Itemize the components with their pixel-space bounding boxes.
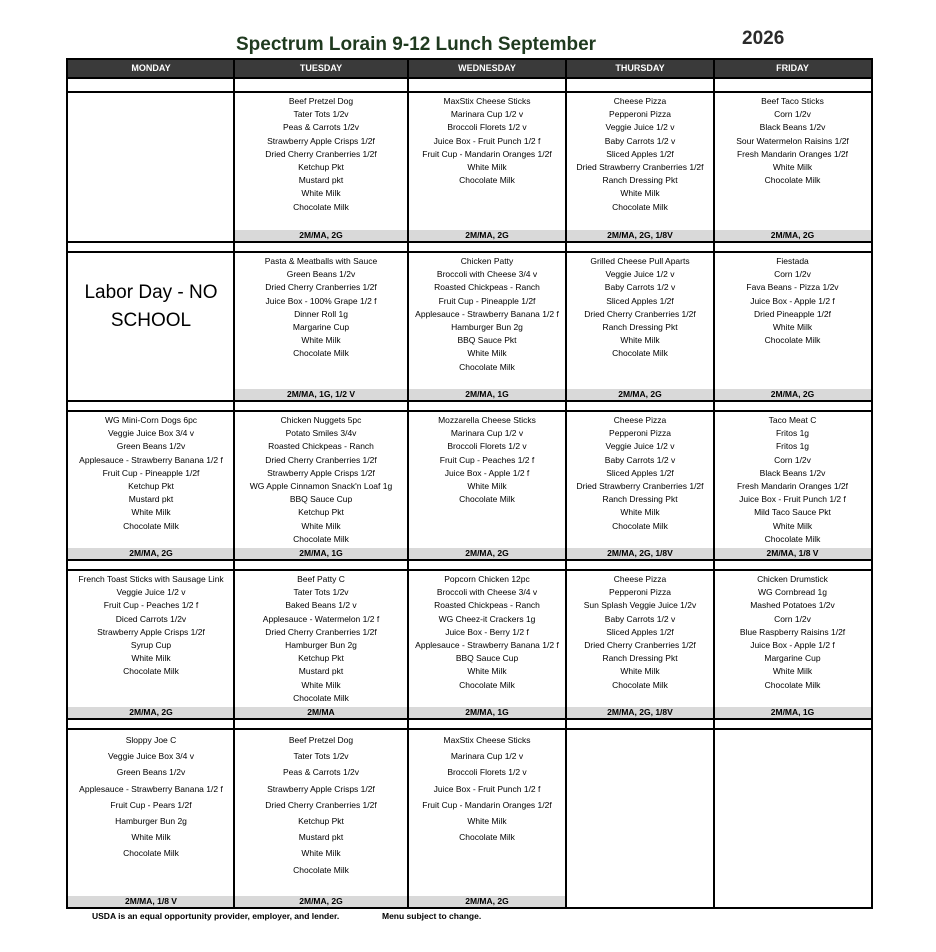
menu-item: Chocolate Milk: [612, 201, 668, 212]
meal-components: 2M/MA, 2G: [68, 707, 234, 718]
menu-item: BBQ Sauce Cup: [455, 653, 519, 664]
menu-item: White Milk: [131, 507, 171, 518]
week-separator: [68, 718, 871, 730]
meal-components: 2M/MA, 1/8 V: [68, 896, 234, 907]
day-cell: [68, 253, 234, 400]
day-cell: [566, 93, 714, 241]
menu-item: Hamburger Bun 2g: [451, 322, 523, 333]
menu-item: Fava Beans - Pizza 1/2v: [746, 282, 839, 293]
menu-item: Corn 1/2v: [774, 454, 811, 465]
menu-item: Peas & Carrots 1/2v: [282, 767, 360, 778]
menu-item: White Milk: [467, 348, 507, 359]
menu-item: Chocolate Milk: [612, 679, 668, 690]
menu-item: White Milk: [772, 520, 813, 531]
menu-item: Dried Cherry Cranberries 1/2f: [265, 626, 377, 637]
menu-item: Green Beans 1/2v: [286, 269, 356, 280]
menu-item: Pepperoni Pizza: [609, 109, 671, 120]
menu-item: Beef Pretzel Dog: [288, 96, 354, 106]
menu-item: Marinara Cup 1/2 v: [450, 109, 524, 120]
menu-item: WG Cornbread 1g: [758, 587, 827, 598]
week-separator: [68, 241, 871, 253]
meal-components: 2M/MA, 1G: [714, 707, 871, 718]
menu-item: Chocolate Milk: [764, 175, 821, 186]
menu-item: Chocolate Milk: [293, 201, 349, 212]
menu-item: Corn 1/2v: [774, 613, 811, 624]
menu-title: Spectrum Lorain 9-12 Lunch September: [236, 34, 597, 55]
menu-item: Chocolate Milk: [459, 361, 515, 372]
menu-item: Baby Carrots 1/2 v: [604, 282, 676, 293]
column-divider: [407, 60, 409, 907]
menu-item: White Milk: [301, 188, 341, 199]
menu-item: Juice Box - Apple 1/2 f: [750, 640, 835, 651]
menu-item: WG Mini-Corn Dogs 6pc: [104, 415, 198, 425]
change-note: Menu subject to change.: [382, 911, 482, 921]
menu-item: MaxStix Cheese Sticks: [443, 735, 531, 745]
column-divider: [565, 60, 567, 907]
menu-item: Sliced Apples 1/2f: [606, 295, 674, 306]
meal-components: 2M/MA, 1/8 V: [714, 548, 871, 559]
menu-item: White Milk: [301, 848, 341, 859]
menu-item: Broccoli with Cheese 3/4 v: [436, 269, 538, 280]
menu-item: Chocolate Milk: [293, 864, 349, 875]
menu-item: Broccoli with Cheese 3/4 v: [436, 587, 538, 598]
menu-item: Cheese Pizza: [613, 96, 667, 106]
menu-calendar: [66, 58, 873, 909]
menu-item: Mozzarella Cheese Sticks: [438, 415, 536, 425]
menu-item: Juice Box - Apple 1/2 f: [444, 467, 530, 478]
menu-item: Sloppy Joe C: [125, 735, 177, 745]
menu-item: Mustard pkt: [298, 832, 344, 843]
menu-item: Applesauce - Strawberry Banana 1/2 f: [79, 783, 223, 794]
menu-item: Dried Strawberry Cranberries 1/2f: [576, 481, 704, 492]
meal-components: 2M/MA, 2G: [714, 389, 871, 400]
menu-item: Grilled Cheese Pull Aparts: [590, 256, 690, 266]
day-cell: [566, 412, 714, 559]
day-cell: [714, 412, 871, 559]
menu-item: Ketchup Pkt: [298, 507, 344, 518]
menu-item: Hamburger Bun 2g: [285, 640, 357, 651]
menu-item: Chocolate Milk: [764, 679, 821, 690]
usda-note: USDA is an equal opportunity provider, employer, and lender.: [92, 911, 340, 921]
menu-item: Chocolate Milk: [459, 494, 515, 505]
menu-item: Dried Cherry Cranberries 1/2f: [584, 640, 696, 651]
menu-item: Broccoli Florets 1/2 v: [447, 122, 527, 133]
menu-item: Pepperoni Pizza: [609, 587, 671, 598]
menu-item: Fiestada: [776, 256, 809, 266]
menu-item: White Milk: [467, 816, 507, 827]
menu-item: Baby Carrots 1/2 v: [604, 454, 676, 465]
menu-item: Fruit Cup - Peaches 1/2 f: [103, 600, 199, 611]
menu-item: Margarine Cup: [764, 653, 821, 664]
menu-item: Dried Cherry Cranberries 1/2f: [265, 799, 377, 810]
day-cell: [408, 93, 566, 241]
menu-item: Fruit Cup - Pears 1/2f: [110, 799, 192, 810]
menu-item: Chocolate Milk: [123, 848, 179, 859]
menu-item: Chocolate Milk: [123, 520, 179, 531]
day-cell: [408, 253, 566, 400]
day-cell: [68, 412, 234, 559]
menu-item: Dinner Roll 1g: [294, 308, 348, 319]
menu-item: Mustard pkt: [298, 666, 344, 677]
menu-item: Chocolate Milk: [612, 520, 668, 531]
menu-item: Veggie Juice 1/2 v: [605, 122, 675, 133]
column-divider: [713, 60, 715, 907]
menu-item: White Milk: [301, 520, 341, 531]
meal-components: 2M/MA, 2G: [408, 230, 566, 241]
menu-item: Potato Smiles 3/4v: [285, 428, 357, 439]
menu-item: Tater Tots 1/2v: [293, 751, 349, 762]
menu-item: Fruit Cup - Pineapple 1/2f: [438, 295, 536, 306]
day-cell: [234, 571, 408, 718]
menu-item: Applesauce - Strawberry Banana 1/2 f: [79, 454, 223, 465]
week-separator: [68, 77, 871, 93]
menu-item: Beef Taco Sticks: [761, 96, 824, 106]
menu-item: Ketchup Pkt: [298, 816, 344, 827]
menu-item: Tater Tots 1/2v: [293, 587, 349, 598]
meal-components: 2M/MA, 2G: [408, 548, 566, 559]
day-cell: [234, 93, 408, 241]
menu-item: Broccoli Florets 1/2 v: [447, 767, 527, 778]
menu-item: Dried Cherry Cranberries 1/2f: [584, 308, 696, 319]
menu-item: Juice Box - Apple 1/2 f: [750, 295, 835, 306]
menu-item: Marinara Cup 1/2 v: [450, 751, 524, 762]
menu-item: Veggie Juice 1/2 v: [116, 587, 186, 598]
day-cell: [566, 730, 714, 907]
menu-item: Margarine Cup: [292, 322, 350, 333]
menu-item: Green Beans 1/2v: [116, 441, 186, 452]
meal-components: 2M/MA, 2G: [408, 896, 566, 907]
menu-item: Pepperoni Pizza: [609, 428, 671, 439]
menu-item: Fruit Cup - Mandarin Oranges 1/2f: [422, 799, 552, 810]
day-cell: [714, 253, 871, 400]
day-cell: [566, 253, 714, 400]
menu-item: White Milk: [620, 507, 660, 518]
holiday-label: Labor Day - NO: [84, 282, 218, 303]
meal-components: 2M/MA, 2G, 1/8V: [566, 230, 714, 241]
menu-item: Marinara Cup 1/2 v: [450, 428, 524, 439]
meal-components: 2M/MA, 1G: [408, 389, 566, 400]
menu-item: Mashed Potatoes 1/2v: [750, 600, 835, 611]
menu-item: Cheese Pizza: [613, 574, 667, 584]
menu-item: Fresh Mandarin Oranges 1/2f: [736, 481, 849, 492]
menu-item: Corn 1/2v: [774, 109, 811, 120]
menu-item: Dried Pineapple 1/2f: [753, 308, 832, 319]
menu-item: Applesauce - Watermelon 1/2 f: [262, 613, 380, 624]
menu-item: Fruit Cup - Mandarin Oranges 1/2f: [422, 148, 552, 159]
menu-item: Broccoli Florets 1/2 v: [447, 441, 527, 452]
menu-item: Chocolate Milk: [293, 348, 349, 359]
day-header-friday: FRIDAY: [714, 60, 871, 77]
day-cell: [68, 571, 234, 718]
day-cell: [714, 571, 871, 718]
menu-item: White Milk: [772, 666, 813, 677]
menu-item: Chocolate Milk: [459, 679, 515, 690]
menu-item: Dried Cherry Cranberries 1/2f: [265, 282, 377, 293]
day-header-tuesday: TUESDAY: [234, 60, 408, 77]
menu-item: White Milk: [620, 666, 660, 677]
menu-item: Baby Carrots 1/2 v: [604, 613, 676, 624]
day-cell: [68, 730, 234, 907]
menu-item: Fruit Cup - Pineapple 1/2f: [102, 467, 200, 478]
menu-item: Mild Taco Sauce Pkt: [754, 507, 831, 518]
menu-item: Roasted Chickpeas - Ranch: [434, 282, 540, 293]
menu-item: White Milk: [620, 335, 660, 346]
menu-item: Strawberry Apple Crisps 1/2f: [267, 467, 375, 478]
menu-item: Mustard pkt: [298, 175, 344, 186]
day-cell: [408, 730, 566, 907]
day-cell: [234, 253, 408, 400]
menu-item: Dried Strawberry Cranberries 1/2f: [576, 162, 704, 173]
menu-item: Chicken Patty: [460, 256, 514, 266]
menu-item: Juice Box - Fruit Punch 1/2 f: [433, 135, 541, 146]
menu-year: 2026: [742, 28, 785, 49]
menu-item: White Milk: [620, 188, 660, 199]
menu-item: Strawberry Apple Crisps 1/2f: [97, 626, 205, 637]
menu-item: Chicken Drumstick: [757, 574, 828, 584]
day-header-wednesday: WEDNESDAY: [408, 60, 566, 77]
menu-item: Fritos 1g: [775, 441, 810, 452]
menu-item: Popcorn Chicken 12pc: [444, 574, 530, 584]
menu-item: Blue Raspberry Raisins 1/2f: [739, 626, 846, 637]
menu-item: Chocolate Milk: [293, 533, 349, 544]
menu-item: Juice Box - Fruit Punch 1/2 f: [739, 494, 846, 505]
menu-item: Strawberry Apple Crisps 1/2f: [267, 135, 375, 146]
menu-item: Ketchup Pkt: [128, 481, 174, 492]
menu-item: Applesauce - Strawberry Banana 1/2 f: [415, 640, 559, 651]
menu-item: Sliced Apples 1/2f: [606, 148, 674, 159]
menu-item: Cheese Pizza: [613, 415, 667, 425]
day-cell: [408, 412, 566, 559]
menu-item: White Milk: [772, 322, 813, 333]
week-separator: [68, 559, 871, 571]
meal-components: 2M/MA, 2G: [68, 548, 234, 559]
menu-item: Sour Watermelon Raisins 1/2f: [736, 135, 849, 146]
menu-item: Ketchup Pkt: [298, 653, 344, 664]
menu-item: Strawberry Apple Crisps 1/2f: [267, 783, 375, 794]
menu-item: Veggie Juice Box 3/4 v: [107, 428, 194, 439]
menu-item: White Milk: [131, 832, 171, 843]
menu-item: Veggie Juice 1/2 v: [605, 441, 675, 452]
menu-item: Baked Beans 1/2 v: [285, 600, 357, 611]
menu-item: Diced Carrots 1/2v: [115, 613, 187, 624]
menu-item: French Toast Sticks with Sausage Link: [78, 574, 224, 584]
menu-item: Tater Tots 1/2v: [293, 109, 349, 120]
menu-item: Pasta & Meatballs with Sauce: [264, 256, 378, 266]
day-cell: [714, 93, 871, 241]
menu-item: White Milk: [467, 666, 507, 677]
menu-item: Ketchup Pkt: [298, 162, 344, 173]
day-cell: [68, 93, 234, 241]
menu-item: Taco Meat C: [768, 415, 817, 425]
menu-item: Chocolate Milk: [764, 335, 821, 346]
menu-item: Hamburger Bun 2g: [115, 816, 187, 827]
menu-item: White Milk: [301, 679, 341, 690]
menu-item: Sliced Apples 1/2f: [606, 626, 674, 637]
menu-item: Sliced Apples 1/2f: [606, 467, 674, 478]
day-cell: [234, 730, 408, 907]
day-cell: [234, 412, 408, 559]
menu-item: Chocolate Milk: [459, 832, 515, 843]
menu-item: Juice Box - Berry 1/2 f: [445, 626, 529, 637]
menu-item: Ranch Dressing Pkt: [602, 653, 678, 664]
menu-item: Beef Patty C: [297, 574, 345, 584]
menu-item: Juice Box - Fruit Punch 1/2 f: [433, 783, 541, 794]
menu-item: Roasted Chickpeas - Ranch: [434, 600, 540, 611]
meal-components: 2M/MA, 1G: [234, 548, 408, 559]
menu-item: Mustard pkt: [128, 494, 174, 505]
menu-item: Juice Box - 100% Grape 1/2 f: [265, 295, 377, 306]
menu-item: Chocolate Milk: [459, 175, 515, 186]
menu-item: Corn 1/2v: [774, 269, 811, 280]
menu-item: MaxStix Cheese Sticks: [443, 96, 531, 106]
menu-item: Fresh Mandarin Oranges 1/2f: [736, 148, 849, 159]
menu-item: Roasted Chickpeas - Ranch: [268, 441, 374, 452]
meal-components: 2M/MA, 1G, 1/2 V: [234, 389, 408, 400]
menu-item: Chicken Nuggets 5pc: [280, 415, 362, 425]
menu-item: Ranch Dressing Pkt: [602, 322, 678, 333]
menu-item: White Milk: [772, 162, 813, 173]
meal-components: 2M/MA, 2G: [566, 389, 714, 400]
menu-item: Veggie Juice 1/2 v: [605, 269, 675, 280]
holiday-label: SCHOOL: [110, 310, 192, 331]
menu-item: Peas & Carrots 1/2v: [282, 122, 360, 133]
menu-item: Black Beans 1/2v: [759, 467, 826, 478]
meal-components: 2M/MA, 2G: [234, 896, 408, 907]
menu-item: BBQ Sauce Cup: [289, 494, 353, 505]
menu-item: Chocolate Milk: [764, 533, 821, 544]
menu-item: Black Beans 1/2v: [759, 122, 826, 133]
meal-components: 2M/MA, 2G, 1/8V: [566, 707, 714, 718]
menu-item: Veggie Juice Box 3/4 v: [107, 751, 194, 762]
meal-components: 2M/MA, 1G: [408, 707, 566, 718]
day-header-monday: MONDAY: [68, 60, 234, 77]
menu-item: WG Apple Cinnamon Snack'n Loaf 1g: [249, 481, 393, 492]
menu-item: White Milk: [467, 481, 507, 492]
menu-item: Fruit Cup - Peaches 1/2 f: [439, 454, 535, 465]
menu-item: Chocolate Milk: [123, 666, 179, 677]
menu-item: Syrup Cup: [130, 640, 172, 651]
meal-components: 2M/MA, 2G, 1/8V: [566, 548, 714, 559]
day-cell: [566, 571, 714, 718]
column-divider: [233, 60, 235, 907]
menu-item: BBQ Sauce Pkt: [457, 335, 517, 346]
menu-item: Green Beans 1/2v: [116, 767, 186, 778]
menu-item: White Milk: [131, 653, 171, 664]
menu-item: Dried Cherry Cranberries 1/2f: [265, 148, 377, 159]
menu-item: Ranch Dressing Pkt: [602, 175, 678, 186]
menu-item: Baby Carrots 1/2 v: [604, 135, 676, 146]
menu-item: White Milk: [467, 162, 507, 173]
menu-item: WG Cheez-it Crackers 1g: [438, 613, 536, 624]
menu-item: Chocolate Milk: [293, 692, 349, 703]
menu-item: Dried Cherry Cranberries 1/2f: [265, 454, 377, 465]
menu-item: White Milk: [301, 335, 341, 346]
menu-item: Ranch Dressing Pkt: [602, 494, 678, 505]
day-cell: [408, 571, 566, 718]
week-separator: [68, 400, 871, 412]
day-cell: [714, 730, 871, 907]
menu-item: Sun Splash Veggie Juice 1/2v: [583, 600, 697, 611]
meal-components: 2M/MA, 2G: [714, 230, 871, 241]
meal-components: 2M/MA: [234, 707, 408, 718]
menu-item: Fritos 1g: [775, 428, 810, 439]
day-header-thursday: THURSDAY: [566, 60, 714, 77]
meal-components: 2M/MA, 2G: [234, 230, 408, 241]
menu-item: Applesauce - Strawberry Banana 1/2 f: [415, 308, 559, 319]
menu-item: Chocolate Milk: [612, 348, 668, 359]
menu-item: Beef Pretzel Dog: [288, 735, 354, 745]
